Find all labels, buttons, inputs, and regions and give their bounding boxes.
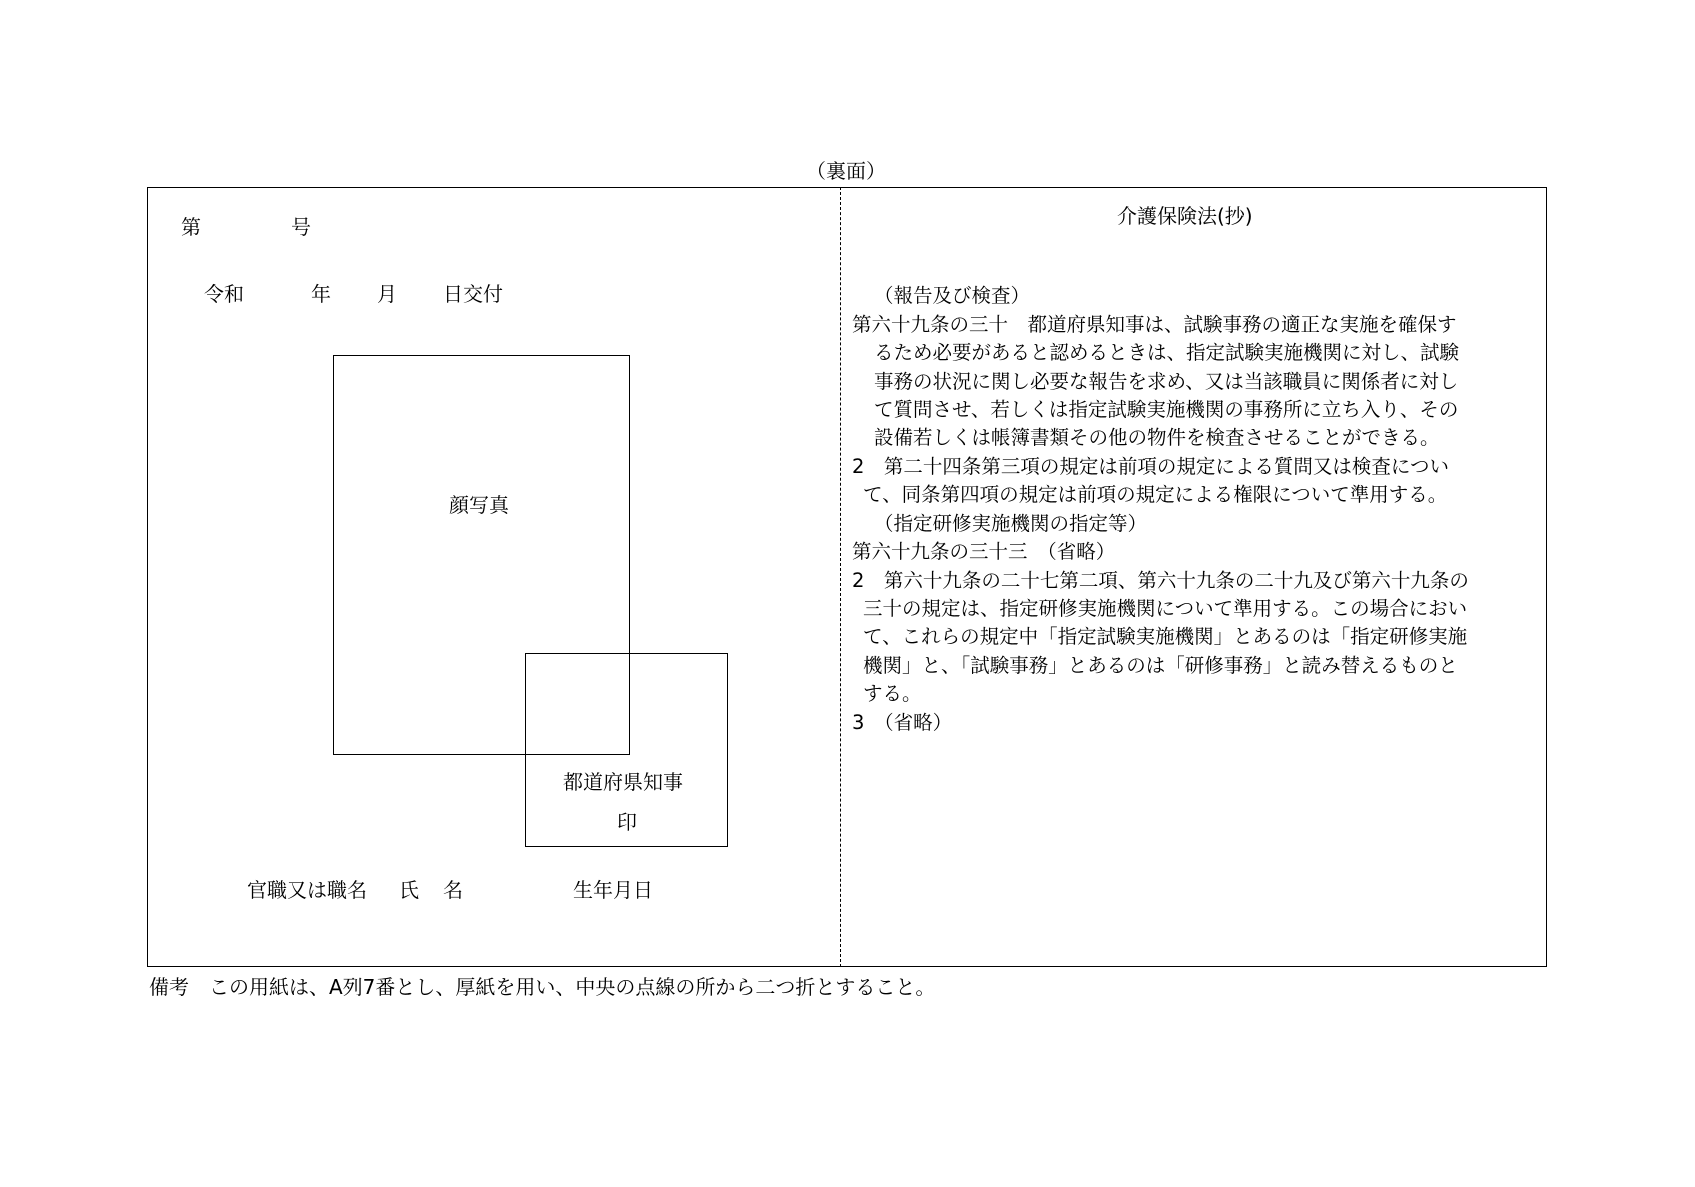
fold-line [840,187,841,967]
law-line: 機関」と、「試験事務」とあるのは「研修事務」と読み替えるものと [863,654,1458,677]
law-line: 2 第六十九条の二十七第二項、第六十九条の二十九及び第六十九条の [852,569,1469,592]
law-title: 介護保険法(抄) [1117,204,1253,228]
law-line: 3 （省略） [852,711,953,734]
issue-year: 年 [311,282,331,306]
law-line: 事務の状況に関し必要な報告を求め、又は当該職員に関係者に対し [874,370,1459,393]
law-line: て、これらの規定中「指定試験実施機関」とあるのは「指定研修実施 [863,625,1468,648]
law-line: 設備若しくは帳簿書類その他の物件を検査させることができる。 [874,426,1440,449]
field-name-1: 氏 [399,878,419,902]
law-line: する。 [863,682,922,705]
number-suffix: 号 [291,215,311,239]
law-line: 2 第二十四条第三項の規定は前項の規定による質問又は検査につい [852,455,1450,478]
law-line: （指定研修実施機関の指定等） [874,512,1148,535]
field-birthdate: 生年月日 [573,878,653,902]
law-line: て質問させ、若しくは指定試験実施機関の事務所に立ち入り、その [874,398,1459,421]
number-prefix: 第 [181,215,201,239]
law-line: 第六十九条の三十 都道府県知事は、試験事務の適正な実施を確保す [852,313,1457,336]
field-position: 官職又は職名 [247,878,367,902]
seal-mark: 印 [617,810,637,834]
photo-label: 顔写真 [449,493,509,517]
law-line: 三十の規定は、指定研修実施機関について準用する。この場合におい [863,597,1468,620]
issue-era: 令和 [204,282,244,306]
law-line: 第六十九条の三十三 （省略） [852,540,1116,563]
remarks-note: 備考 この用紙は、A列7番とし、厚紙を用い、中央の点線の所から二つ折とすること。 [149,975,936,999]
law-line: （報告及び検査） [874,284,1031,307]
law-line: て、同条第四項の規定は前項の規定による権限について準用する。 [863,483,1448,506]
seal-issuer: 都道府県知事 [563,770,683,794]
issue-day: 日交付 [443,282,503,306]
page-heading: （裏面） [806,159,886,183]
field-name-2: 名 [443,878,463,902]
issue-month: 月 [377,282,397,306]
law-line: るため必要があると認めるときは、指定試験実施機関に対し、試験 [874,341,1460,364]
